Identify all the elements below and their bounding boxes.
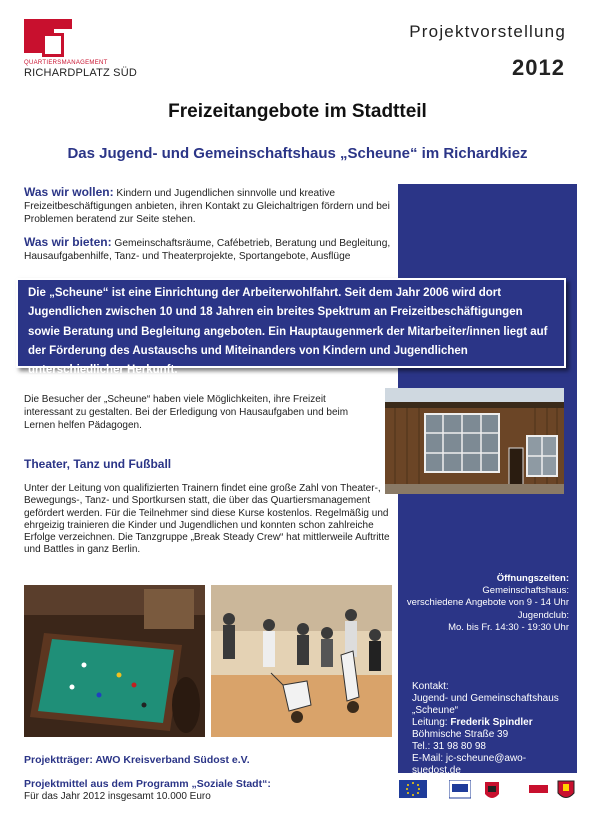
leader-label: Leitung: <box>412 717 451 728</box>
neukoelln-crest-icon <box>557 780 575 802</box>
wollen-heading: Was wir wollen: <box>24 185 114 199</box>
funding-program: Projektmittel aus dem Programm „Soziale Stadt“: <box>24 778 271 790</box>
section-body: Unter der Leitung von qualifizierten Trainern findet eine große Zahl von Theater-, Bewegungs-, Tanz- und Sportkursen statt, die über das Quartiersmanagement gefördert werden. Für die Teilnehmer sind diese Kurse kostenlos. Regelmäßig und ehrgeizig trainieren die Kinder und Jugendlichen und konnten schon zahlreiche Erfolge verzeichnen. Die Tanzgruppe „Break Steady Crew“ hat mittlerweile Auftritte und Battles in ganz Berlin. <box>24 483 390 556</box>
intro-block <box>24 186 392 273</box>
contact-phone[interactable]: Tel.: 31 98 80 98 <box>412 741 486 752</box>
hours-line: Gemeinschaftshaus: <box>482 585 569 597</box>
page-year: 2012 <box>512 55 565 80</box>
wollen-text: Kindern und Jugendlichen sinnvolle und kreative Freizeitbeschäftigungen anbieten, ihren Kontakt zu Gleichaltrigen fördern und bei Problemen beratend zur Seite stehen. <box>24 188 390 225</box>
billiards-photo-graphic <box>24 585 205 737</box>
page-title: Freizeitangebote im Stadtteil <box>168 101 427 122</box>
eu-flag-icon <box>399 780 427 802</box>
contact-leader <box>412 717 572 729</box>
hours-heading: Öffnungszeiten: <box>496 573 569 584</box>
sponsor-label: Projektträger: <box>24 754 93 766</box>
hours-line: Mo. bis Fr. 14:30 - 19:30 Uhr <box>448 621 569 633</box>
page-kicker: Projektvorstellung <box>409 22 566 41</box>
hours-line: Jugendclub: <box>517 609 569 621</box>
highlight-box: Die „Scheune“ ist eine Einrichtung der Arbeiterwohlfahrt. Seit dem Jahr 2006 wird dort Jugendlichen zwischen 10 und 18 Jahren ein breites Spektrum an Freizeitbeschäftigungen sowie Beratung und Begleitung angeboten. Ein Hauptaugenmerk der Mitarbeiter/innen liegt auf der Förderung des Austauschs und Miteinanders von Kindern und Jugendlichen unterschiedlicher Herkunft. <box>16 278 566 368</box>
contact-email[interactable]: E-Mail: jc-scheune@awo-suedost.de <box>412 753 527 776</box>
logo-square <box>54 19 72 29</box>
be-berlin-logo-icon <box>515 780 549 802</box>
billiards-photo <box>24 585 205 737</box>
project-sponsor <box>24 754 250 766</box>
qm-logo <box>24 19 154 81</box>
section-heading: Theater, Tanz und Fußball <box>24 457 172 471</box>
logo-name: RICHARDPLATZ SÜD <box>24 67 138 79</box>
funding-amount: Für das Jahr 2012 insgesamt 10.000 Euro <box>24 791 211 802</box>
contact-name: Jugend- und Gemeinschaftshaus <box>412 693 559 704</box>
opening-hours <box>404 573 569 634</box>
visitors-paragraph: Die Besucher der „Scheune“ haben viele Möglichkeiten, ihre Freizeit interessant zu gestalten. Bei der Erledigung von Hausaufgaben und beim Lernen helfen Pädagogen. <box>24 394 349 431</box>
efre-logo-icon <box>449 780 471 802</box>
contact-street: Böhmische Straße 39 <box>412 729 509 740</box>
bieten-text: Gemeinschaftsräume, Cafébetrieb, Beratung und Begleitung, Hausaufgabenhilfe, Tanz- und Theaterprojekte, Sportangebote, Ausflüge <box>24 238 391 262</box>
contact-block <box>412 681 572 777</box>
funding-logos <box>397 780 577 802</box>
intro-bieten <box>24 236 392 263</box>
bieten-heading: Was wir bieten: <box>24 235 112 249</box>
hours-line: verschiedene Angebote von 9 - 14 Uhr <box>406 597 569 609</box>
logo-subtitle: QUARTIERSMANAGEMENT <box>24 60 108 66</box>
breakdance-photo <box>211 585 392 737</box>
contact-name: „Scheune“ <box>412 705 459 716</box>
building-photo <box>385 388 564 494</box>
leader-name: Frederik Spindler <box>450 717 533 728</box>
logo-square-outline <box>42 33 64 57</box>
sponsor-value: AWO Kreisverband Südost e.V. <box>92 754 250 766</box>
building-photo-graphic <box>385 388 564 494</box>
intro-wollen <box>24 186 392 226</box>
berlin-bear-icon <box>483 780 501 802</box>
breakdance-photo-graphic <box>211 585 392 737</box>
contact-label: Kontakt: <box>412 681 449 692</box>
page-subtitle: Das Jugend- und Gemeinschaftshaus „Scheune“ im Richardkiez <box>67 145 528 162</box>
